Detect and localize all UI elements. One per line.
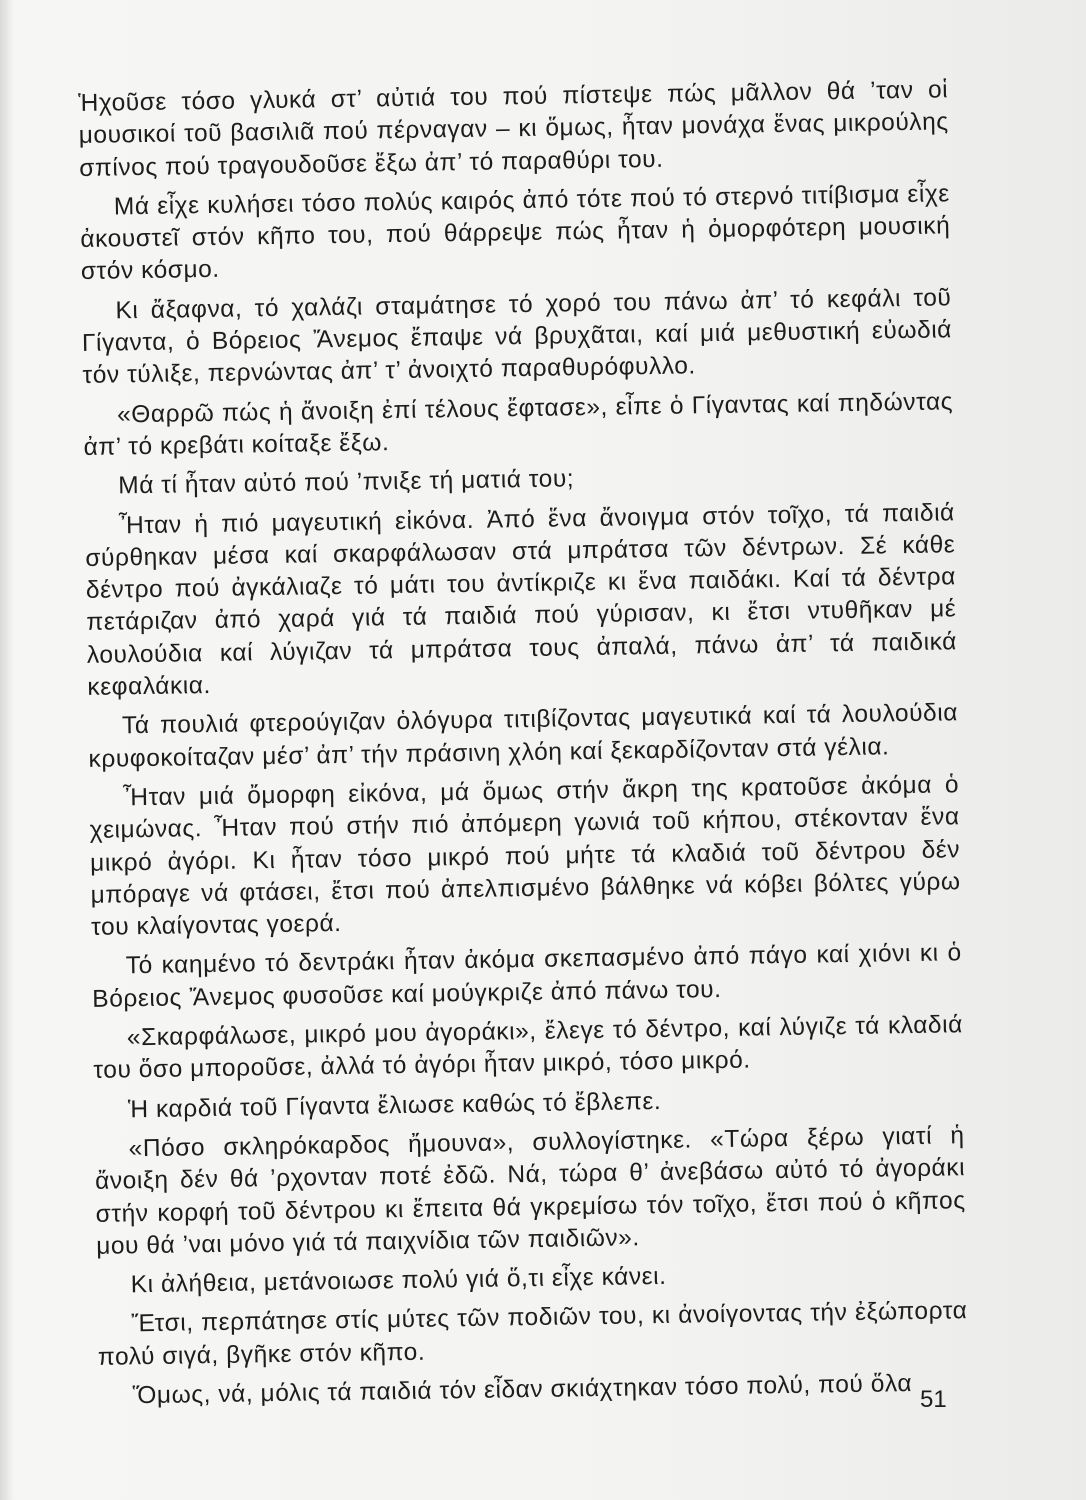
- paragraph: «Πόσο σκληρόκαρδος ἤμουνα», συλλογίστηκε. «Τώρα ξέρω γιατί ἡ ἄνοιξη δέν θά ’ρχονταν ποτέ ἐδῶ. Νά, τώρα θ’ ἀνεβάσω αὐτό τό ἀγοράκι στήν κορφή τοῦ δέντρου κι ἔπειτα θά γκρεμίσω τόν τοῖχο, ἔτσι πού ὁ κῆπος μου θά ’ναι μόνο γιά τά παιχνίδια τῶν παιδιῶν».: [94, 1122, 966, 1260]
- paragraph: Κι ἄξαφνα, τό χαλάζι σταμάτησε τό χορό του πάνω ἀπ’ τό κεφάλι τοῦ Γίγαντα, ὁ Βόρειος Ἄνεμος ἔπαψε νά βρυχᾶται, καί μιά μεθυστική εὐωδιά τόν τύλιξε, περνώντας ἀπ’ τ’ ἀνοιχτό παραθυρόφυλλο.: [81, 284, 953, 390]
- page-edge-shadow: [0, 0, 14, 1500]
- paragraph: Ἡ καρδιά τοῦ Γίγαντα ἔλιωσε καθώς τό ἔβλεπε.: [127, 1087, 662, 1123]
- paragraph: Τό καημένο τό δεντράκι ἦταν ἀκόμα σκεπασμένο ἀπό πάγο καί χιόνι κι ὁ Βόρειος Ἄνεμος φυσοῦσε καί μούγκριζε ἀπό πάνω του.: [92, 939, 962, 1013]
- paragraph: Τά πουλιά φτερούγιζαν ὁλόγυρα τιτιβίζοντας μαγευτικά καί τά λουλούδια κρυφοκοίταζαν μέσ’ ἀπ’ τήν πράσινη χλόη καί ξεκαρδίζονταν στά γέλια.: [88, 699, 959, 773]
- paragraph: Ἔτσι, περπάτησε στίς μύτες τῶν ποδιῶν του, κι ἀνοίγοντας τήν ἐξώπορτα πολύ σιγά, βγῆκε στόν κῆπο.: [97, 1297, 968, 1371]
- paragraph: Ἡχοῦσε τόσο γλυκά στ’ αὐτιά του πού πίστεψε πώς μᾶλλον θά ’ταν οἱ μουσικοί τοῦ βασιλιᾶ πού πέρναγαν – κι ὅμως, ἦταν μονάχα ἕνας μικρούλης σπίνος πού τραγουδοῦσε ἔξω ἀπ’ τό παραθύρι του.: [78, 76, 949, 182]
- page-number: 51: [920, 1386, 947, 1413]
- paragraph: Ὅμως, νά, μόλις τά παιδιά τόν εἶδαν σκιάχτηκαν τόσο πολύ, πού ὅλα: [132, 1370, 913, 1410]
- paragraph: «Θαρρῶ πώς ἡ ἄνοιξη ἐπί τέλους ἔφτασε», εἶπε ὁ Γίγαντας καί πηδώντας ἀπ’ τό κρεβάτι κοίταξε ἔξω.: [83, 387, 954, 461]
- paragraph: Μά εἶχε κυλήσει τόσο πολύς καιρός ἀπό τότε πού τό στερνό τιτίβισμα εἶχε ἀκουστεῖ στόν κῆπο του, πού θάρρεψε πώς ἦταν ἡ ὀμορφότερη μουσική στόν κόσμο.: [80, 180, 951, 286]
- paragraph: Ἦταν μιά ὄμορφη εἰκόνα, μά ὅμως στήν ἄκρη της κρατοῦσε ἀκόμα ὁ χειμώνας. Ἦταν πού στήν πιό ἀπόμερη γωνιά τοῦ κήπου, στέκονταν ἕνα μικρό ἀγόρι. Κι ἦταν τόσο μικρό πού μήτε τά κλαδιά τοῦ δέντρου δέν μπόραγε νά φτάσει, ἔτσι πού ἀπελπισμένο βάλθηκε νά κόβει βόλτες γύρω του κλαίγοντας γοερά.: [89, 771, 961, 942]
- paragraph: Ἦταν ἡ πιό μαγευτική εἰκόνα. Ἀπό ἕνα ἄνοιγμα στόν τοῖχο, τά παιδιά σύρθηκαν μέσα καί σκαρφάλωσαν στά μπράτσα τῶν δέντρων. Σέ κάθε δέντρο πού ἀγκάλιαζε τό μάτι του ἀντίκριζε κι ἕνα παιδάκι. Καί τά δέντρα πετάριζαν ἀπό χαρά γιά τά παιδιά πού γύρισαν, κι ἔτσι ντυθῆκαν μέ λουλούδια καί λύγιζαν τά μπράτσα τους ἀπαλά, πάνω ἀπ’ τά παιδικά κεφαλάκια.: [85, 498, 958, 701]
- paragraph: Μά τί ἦταν αὐτό πού ’πνιξε τή ματιά του;: [118, 465, 575, 500]
- page-body-text: [78, 74, 969, 1413]
- paragraph: «Σκαρφάλωσε, μικρό μου ἀγοράκι», ἔλεγε τό δέντρο, καί λύγιζε τά κλαδιά του ὅσο μποροῦσε, ἀλλά τό ἀγόρι ἦταν μικρό, τόσο μικρό.: [93, 1011, 964, 1085]
- paragraph: Κι ἀλήθεια, μετάνοιωσε πολύ γιά ὅ,τι εἶχε κάνει.: [130, 1262, 667, 1299]
